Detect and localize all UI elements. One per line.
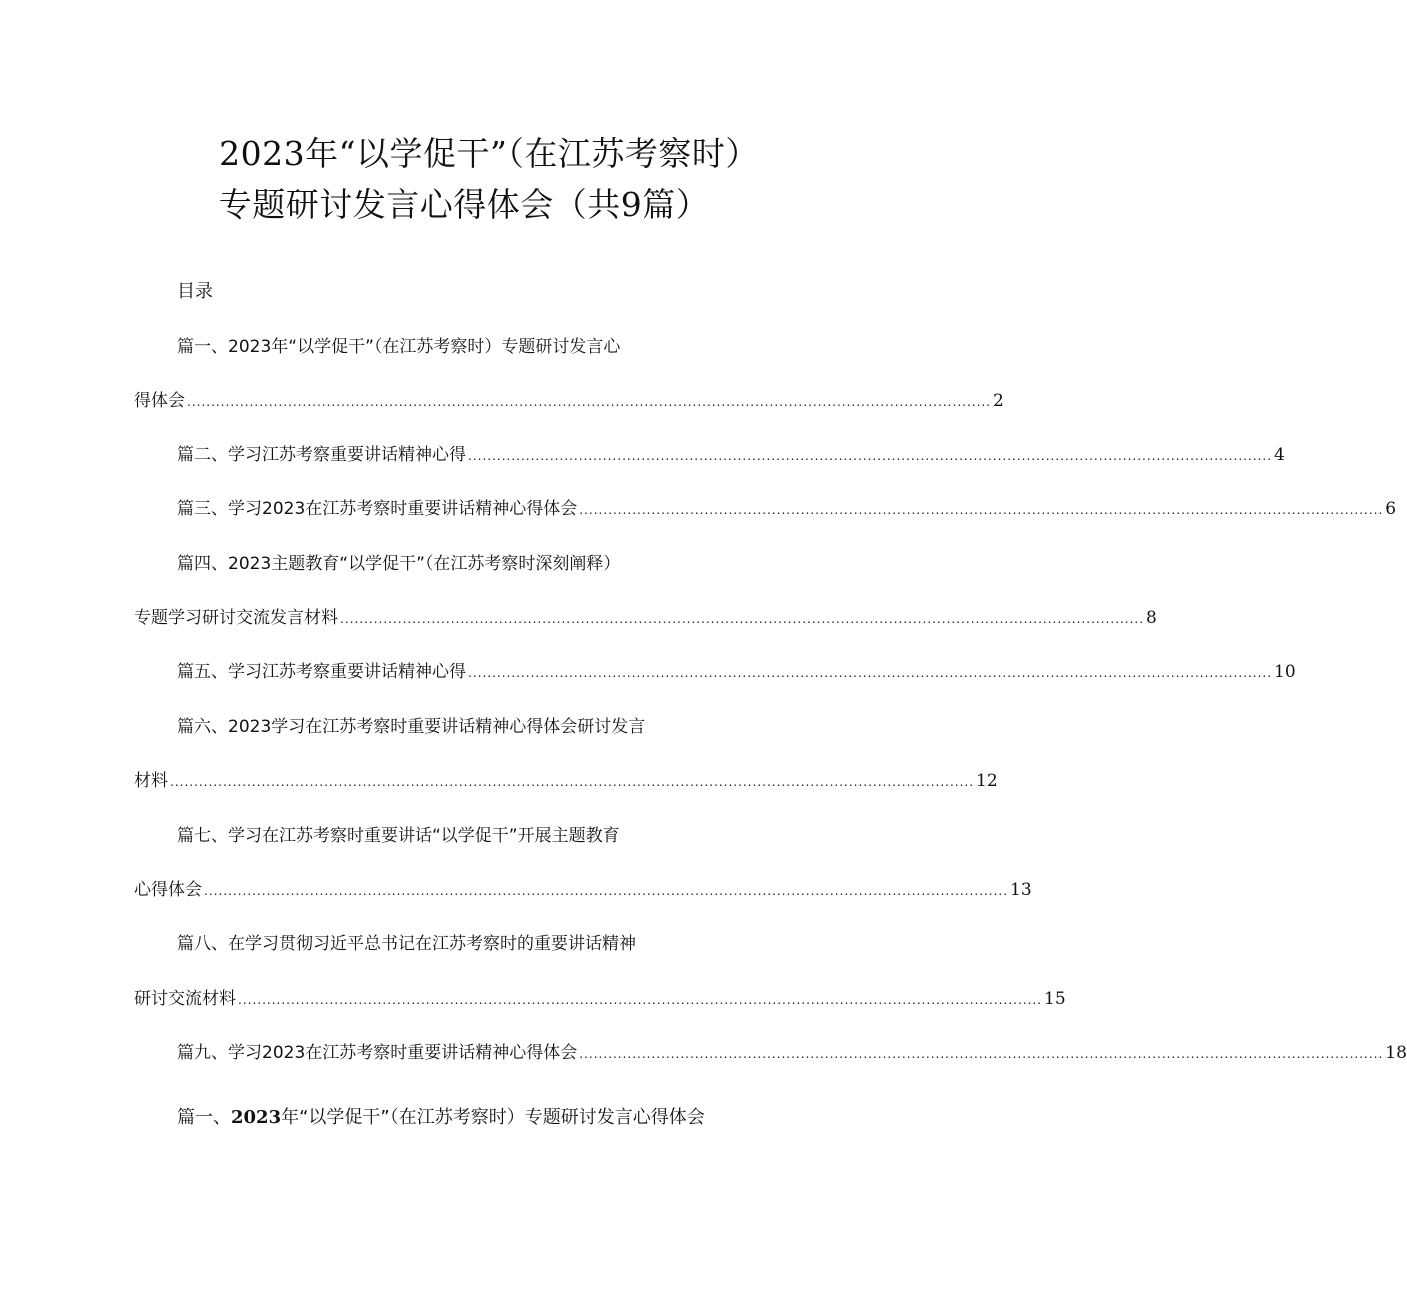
- toc-leader-dots: .......................................................................................................................................................................: [579, 1047, 1384, 1061]
- toc-entry-6-line-2[interactable]: [134, 767, 998, 795]
- toc-page-number: 4: [1274, 445, 1285, 465]
- toc-entry-8-line-1[interactable]: 篇八、在学习贯彻习近平总书记在江苏考察时的重要讲话精神: [177, 934, 636, 954]
- toc-entry-text: 篇五、学习江苏考察重要讲话精神心得: [177, 662, 466, 682]
- toc-entry-2[interactable]: [177, 441, 1285, 469]
- toc-entry-text: 篇二、学习江苏考察重要讲话精神心得: [177, 445, 466, 465]
- toc-entry-text: 专题学习研讨交流发言材料: [134, 608, 338, 628]
- toc-leader-dots: .......................................................................................................................................................................: [579, 503, 1384, 517]
- toc-entry-6-line-1[interactable]: 篇六、2023学习在江苏考察时重要讲话精神心得体会研讨发言: [177, 717, 646, 737]
- toc-entry-5[interactable]: [177, 658, 1296, 686]
- toc-entry-9[interactable]: [177, 1039, 1407, 1067]
- toc-heading: 目录: [177, 281, 213, 302]
- toc-entry-7-line-2[interactable]: [134, 876, 1032, 904]
- toc-page-number: 6: [1385, 499, 1397, 519]
- toc-page-number: 13: [1010, 880, 1032, 900]
- section-heading: [177, 1103, 705, 1133]
- section-heading-year: 2023: [231, 1107, 282, 1128]
- toc-entry-4-line-2[interactable]: [134, 604, 1157, 632]
- toc-entry-4-line-1[interactable]: 篇四、2023主题教育“以学促干”（在江苏考察时深刻阐释）: [177, 554, 621, 574]
- toc-leader-dots: .......................................................................................................................................................................: [468, 449, 1273, 463]
- toc-leader-dots: .......................................................................................................................................................................: [340, 612, 1145, 626]
- toc-entry-1-line-1[interactable]: 篇一、2023年“以学促干”（在江苏考察时）专题研讨发言心: [177, 337, 621, 357]
- toc-leader-dots: .......................................................................................................................................................................: [204, 884, 1009, 898]
- toc-page-number: 18: [1385, 1043, 1407, 1063]
- toc-leader-dots: .......................................................................................................................................................................: [170, 775, 975, 789]
- toc-entry-text: 得体会: [134, 391, 185, 411]
- toc-entry-8-line-2[interactable]: [134, 985, 1066, 1013]
- toc-page-number: 12: [976, 771, 998, 791]
- section-heading-text: 年“以学促干”（在江苏考察时）专题研讨发言心得体会: [281, 1107, 705, 1128]
- toc-entry-7-line-1[interactable]: 篇七、学习在江苏考察时重要讲话“以学促干”开展主题教育: [177, 826, 620, 846]
- toc-leader-dots: .......................................................................................................................................................................: [187, 395, 992, 409]
- toc-page-number: 2: [993, 391, 1004, 411]
- toc-entry-text: 材料: [134, 771, 168, 791]
- toc-page-number: 8: [1146, 608, 1157, 628]
- toc-page-number: 15: [1044, 989, 1066, 1009]
- toc-entry-text: 心得体会: [134, 880, 202, 900]
- toc-entry-3[interactable]: [177, 495, 1397, 523]
- document-title-line-2: 专题研讨发言心得体会（共9篇）: [218, 185, 710, 224]
- toc-entry-text: 篇三、学习2023在江苏考察时重要讲话精神心得体会: [177, 499, 578, 519]
- toc-entry-text: 篇九、学习2023在江苏考察时重要讲话精神心得体会: [177, 1043, 578, 1063]
- toc-page-number: 10: [1274, 662, 1296, 682]
- toc-leader-dots: .......................................................................................................................................................................: [238, 993, 1043, 1007]
- section-heading-prefix: 篇一、: [177, 1107, 231, 1128]
- toc-entry-text: 研讨交流材料: [134, 989, 236, 1009]
- toc-leader-dots: .......................................................................................................................................................................: [468, 666, 1273, 680]
- toc-entry-1-line-2[interactable]: [134, 387, 1004, 415]
- document-title-line-1: 2023年“以学促干”（在江苏考察时）: [219, 134, 759, 173]
